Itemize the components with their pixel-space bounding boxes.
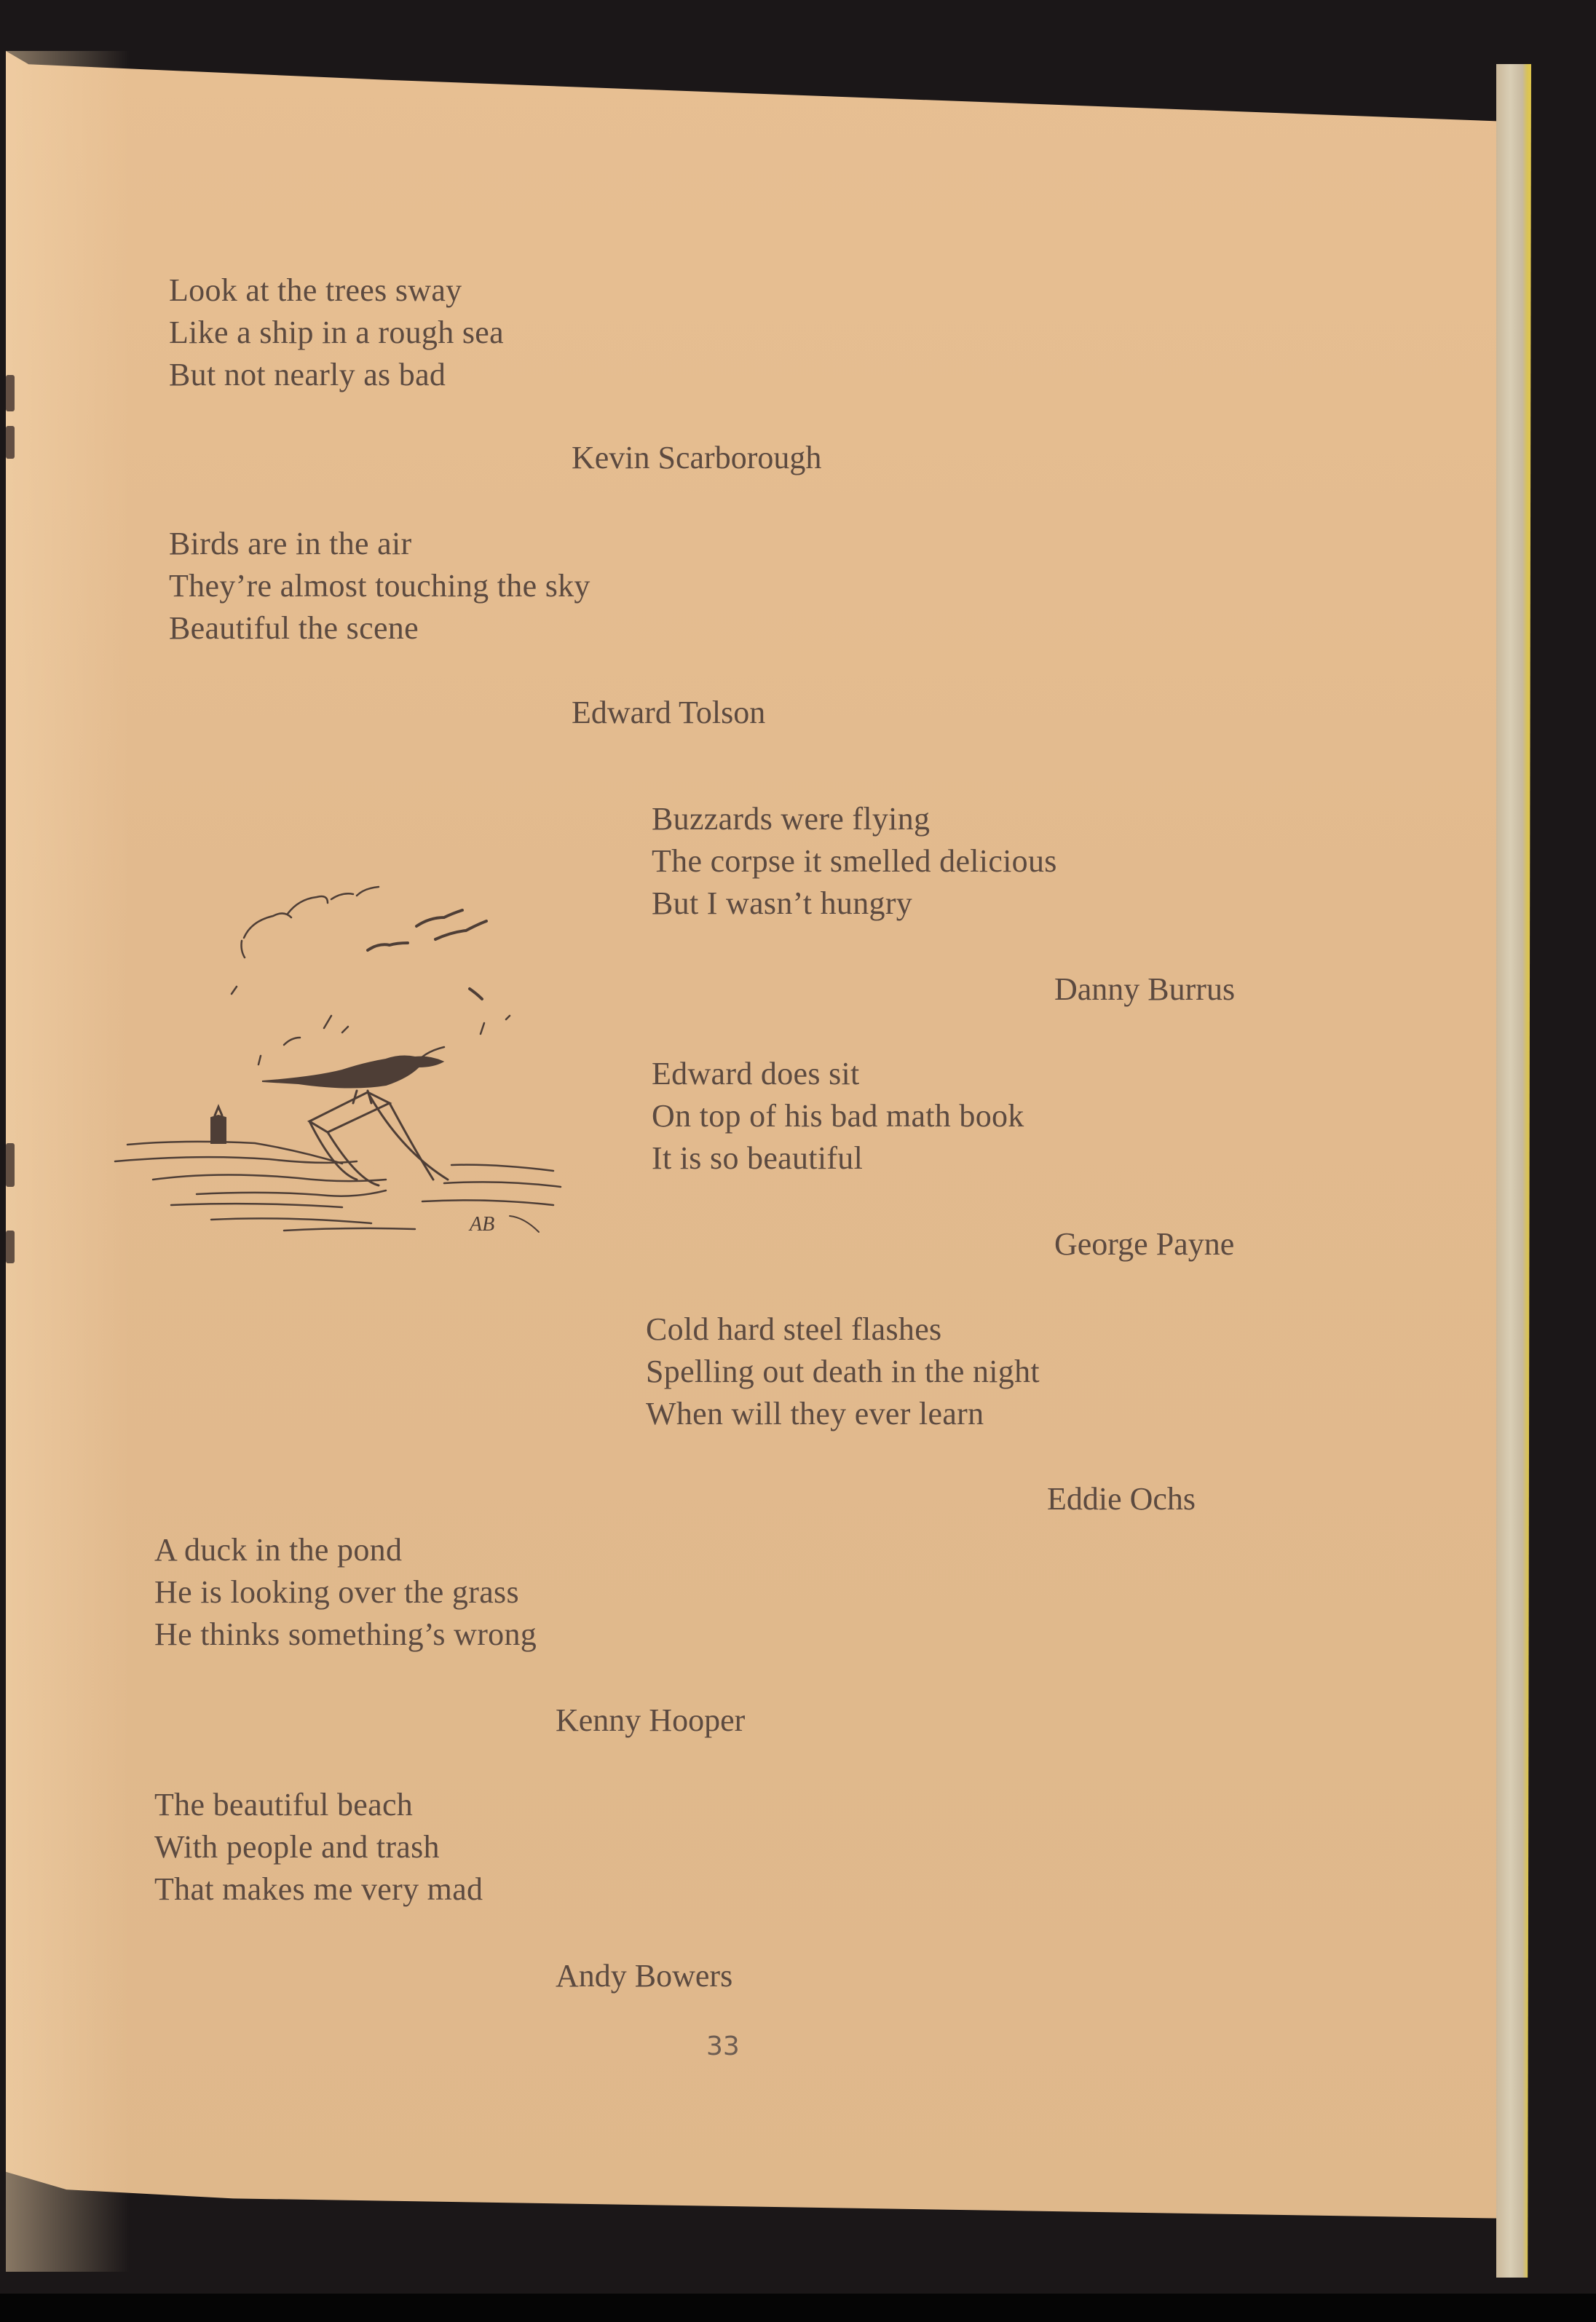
page-number: 33 <box>706 2031 740 2061</box>
poem-2 <box>169 523 590 649</box>
poem-author: Kenny Hooper <box>556 1702 746 1738</box>
flying-bird-icon <box>368 910 486 999</box>
cloud-sketch-icon <box>232 887 510 1067</box>
scan-backdrop <box>0 2294 1596 2322</box>
poem-line: Birds are in the air <box>169 526 412 561</box>
seagull-illustration <box>109 859 619 1478</box>
poem-line: On top of his bad math book <box>652 1098 1024 1134</box>
poem-line: The beautiful beach <box>154 1787 414 1823</box>
poem-author: Andy Bowers <box>556 1958 733 1994</box>
poem-5 <box>646 1308 1040 1435</box>
poem-author: Kevin Scarborough <box>572 440 822 475</box>
binding-staple-mark <box>6 1231 15 1263</box>
poem-author: Danny Burrus <box>1054 971 1236 1007</box>
poem-line: When will they ever learn <box>646 1396 984 1431</box>
poem-author: Edward Tolson <box>572 695 766 730</box>
poem-line: The corpse it smelled delicious <box>652 843 1057 879</box>
poem-line: Cold hard steel flashes <box>646 1311 942 1347</box>
poem-line: He is looking over the grass <box>154 1574 519 1610</box>
poem-4 <box>652 1053 1024 1180</box>
lighthouse-icon <box>211 1107 226 1143</box>
poem-line: They’re almost touching the sky <box>169 568 590 604</box>
poem-line: But not nearly as bad <box>169 357 446 392</box>
page-stack-edge <box>1496 64 1531 2278</box>
artist-signature: AB <box>470 1213 495 1236</box>
wooden-post-icon <box>309 1092 448 1185</box>
poem-1 <box>169 269 504 396</box>
poem-line: A duck in the pond <box>154 1532 403 1568</box>
poem-line: He thinks something’s wrong <box>154 1616 537 1652</box>
poem-author: Eddie Ochs <box>1047 1481 1196 1517</box>
poem-line: With people and trash <box>154 1829 440 1865</box>
poem-line: Buzzards were flying <box>652 801 931 837</box>
binding-staple-mark <box>6 1143 15 1187</box>
poem-7 <box>154 1784 483 1911</box>
poem-6 <box>154 1529 537 1656</box>
poem-line: Look at the trees sway <box>169 272 462 308</box>
binding-staple-mark <box>6 426 15 459</box>
poem-line: Spelling out death in the night <box>646 1354 1040 1389</box>
poem-line: That makes me very mad <box>154 1871 483 1907</box>
poem-line: It is so beautiful <box>652 1140 864 1176</box>
poem-line: Like a ship in a rough sea <box>169 315 504 350</box>
poem-line: But I wasn’t hungry <box>652 885 913 921</box>
poem-author: George Payne <box>1054 1226 1235 1262</box>
binding-staple-mark <box>6 375 15 411</box>
poem-line: Beautiful the scene <box>169 610 419 646</box>
poem-3 <box>652 798 1057 925</box>
poem-line: Edward does sit <box>652 1056 860 1091</box>
seagull-icon <box>262 1057 443 1103</box>
